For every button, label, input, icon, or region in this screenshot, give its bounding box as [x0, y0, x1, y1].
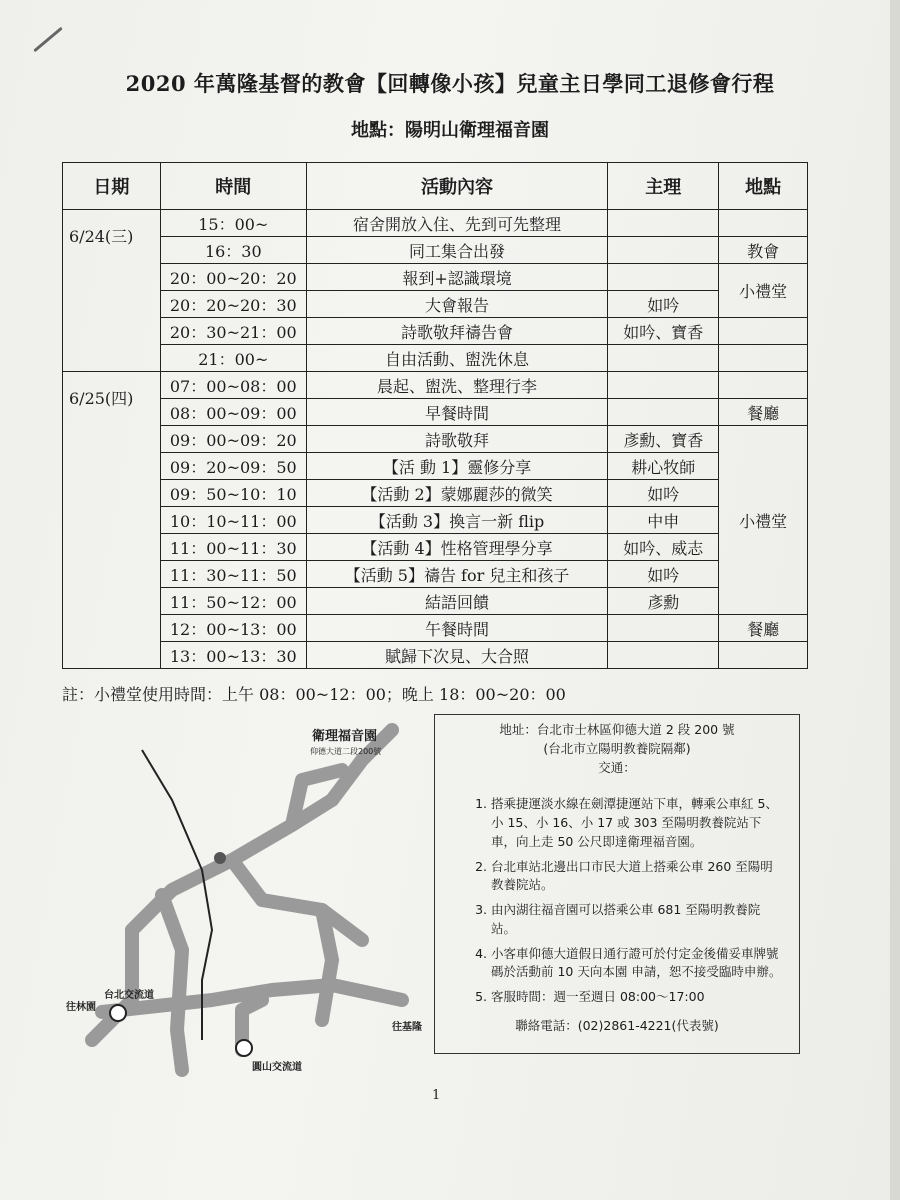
phone-line: 聯絡電話：(02)2861-4221(代表號): [515, 1017, 719, 1033]
time-cell: 11：50~12：00: [160, 588, 306, 615]
time-cell: 11：00~11：30: [160, 534, 306, 561]
time-cell: 21：00~: [160, 345, 306, 372]
map-address: 仰德大道二段200號: [310, 747, 382, 756]
table-row: [63, 453, 808, 480]
transport-list: [471, 795, 785, 1007]
lead-cell: 如吟: [608, 291, 719, 318]
location-cell: [719, 210, 808, 237]
route-map: [62, 710, 432, 1080]
table-row: [63, 399, 808, 426]
map-label-taipei-interchange: 台北交流道: [104, 990, 154, 1001]
activity-cell: 賦歸下次見、大合照: [306, 642, 608, 669]
table-row: [63, 480, 808, 507]
time-cell: 20：30~21：00: [160, 318, 306, 345]
station-marker: [214, 852, 226, 864]
activity-cell: 報到+認識環境: [306, 264, 608, 291]
lead-cell: [608, 264, 719, 291]
document-title: 2020 年萬隆基督的教會【回轉像小孩】兒童主日學同工退修會行程: [125, 71, 775, 96]
header-lead: 主理: [608, 163, 719, 210]
table-row: [63, 372, 808, 399]
table-row: [63, 588, 808, 615]
lead-cell: 如吟: [608, 561, 719, 588]
lead-cell: [608, 642, 719, 669]
activity-cell: 晨起、盥洗、整理行李: [306, 372, 608, 399]
page-number: 1: [432, 1088, 441, 1103]
time-cell: 10：10~11：00: [160, 507, 306, 534]
date-cell-day1: 6/24(三): [63, 210, 161, 372]
table-row: [63, 237, 808, 264]
activity-cell: 【活動 4】性格管理學分享: [306, 534, 608, 561]
activity-cell: 【活動 5】禱告 for 兒主和孩子: [306, 561, 608, 588]
table-row: [63, 534, 808, 561]
transport-heading: 交通：: [598, 759, 636, 775]
location-cell: [719, 372, 808, 399]
time-cell: 15：00~: [160, 210, 306, 237]
list-item: 2. 台北車站北邊出口市民大道上搭乘公車 260 至陽明教養院站。: [491, 858, 785, 896]
map-label-linkou: 往林園: [66, 1002, 96, 1013]
list-item: 4. 小客車仰德大道假日通行證可於付定金後備妥車牌號碼於活動前 10 天向本園 申請，恕不接受臨時申辦。: [491, 945, 785, 983]
time-cell: 07：00~08：00: [160, 372, 306, 399]
table-row: [63, 507, 808, 534]
lead-cell: 彥勳: [608, 588, 719, 615]
location-cell: [719, 345, 808, 372]
activity-cell: 【活 動 1】靈修分享: [306, 453, 608, 480]
schedule-table: [62, 162, 808, 669]
map-label-yuanshan-interchange: 圓山交流道: [252, 1062, 302, 1073]
table-row: [63, 426, 808, 453]
activity-cell: 自由活動、盥洗休息: [306, 345, 608, 372]
time-cell: 11：30~11：50: [160, 561, 306, 588]
lead-cell: 如吟、威志: [608, 534, 719, 561]
time-cell: 20：20~20：30: [160, 291, 306, 318]
location-cell: 教會: [719, 237, 808, 264]
activity-cell: 詩歌敬拜禱告會: [306, 318, 608, 345]
activity-cell: 大會報告: [306, 291, 608, 318]
address-note: (台北市立陽明教養院隔鄰): [543, 740, 691, 756]
table-row: [63, 210, 808, 237]
activity-cell: 早餐時間: [306, 399, 608, 426]
table-row: [63, 561, 808, 588]
lead-cell: 如吟、寶香: [608, 318, 719, 345]
time-cell: 09：50~10：10: [160, 480, 306, 507]
activity-cell: 【活動 3】換言一新 flip: [306, 507, 608, 534]
header-activity: 活動內容: [306, 163, 608, 210]
location-cell: 小禮堂: [719, 264, 808, 318]
lead-cell: [608, 372, 719, 399]
location-cell: [719, 642, 808, 669]
time-cell: 09：20~09：50: [160, 453, 306, 480]
time-cell: 13：00~13：30: [160, 642, 306, 669]
table-row: [63, 615, 808, 642]
lead-cell: [608, 345, 719, 372]
list-item: 3. 由內湖往福音園可以搭乘公車 681 至陽明教養院站。: [491, 901, 785, 939]
table-row: [63, 642, 808, 669]
activity-cell: 【活動 2】蒙娜麗莎的微笑: [306, 480, 608, 507]
map-title: 衛理福音園: [312, 729, 378, 744]
location-cell: [719, 318, 808, 345]
header-date: 日期: [63, 163, 161, 210]
location-cell: 小禮堂: [719, 426, 808, 615]
header-time: 時間: [160, 163, 306, 210]
table-row: [63, 291, 808, 318]
usage-note: 註：小禮堂使用時間：上午 08：00~12：00；晚上 18：00~20：00: [62, 685, 566, 704]
time-cell: 20：00~20：20: [160, 264, 306, 291]
lead-cell: 彥勳、寶香: [608, 426, 719, 453]
activity-cell: 同工集合出發: [306, 237, 608, 264]
document-subtitle: 地點：陽明山衛理福音園: [351, 120, 549, 141]
transport-info-box: [434, 714, 800, 1054]
activity-cell: 詩歌敬拜: [306, 426, 608, 453]
time-cell: 16：30: [160, 237, 306, 264]
activity-cell: 宿舍開放入住、先到可先整理: [306, 210, 608, 237]
table-row: [63, 264, 808, 291]
date-cell-day2: 6/25(四): [63, 372, 161, 669]
time-cell: 08：00~09：00: [160, 399, 306, 426]
table-row: [63, 345, 808, 372]
table-header-row: [63, 163, 808, 210]
yuanshan-interchange-marker: [236, 1040, 252, 1056]
lead-cell: [608, 615, 719, 642]
list-item: 5. 客服時間：週一至週日 08:00～17:00: [491, 988, 785, 1007]
lead-cell: 中申: [608, 507, 719, 534]
location-cell: 餐廳: [719, 399, 808, 426]
location-cell: 餐廳: [719, 615, 808, 642]
address-line: 地址：台北市士林區仰德大道 2 段 200 號: [499, 722, 735, 737]
activity-cell: 結語回饋: [306, 588, 608, 615]
map-roads: [92, 730, 402, 1070]
time-cell: 12：00~13：00: [160, 615, 306, 642]
map-label-keelung: 往基隆: [392, 1022, 422, 1033]
header-location: 地點: [719, 163, 808, 210]
time-cell: 09：00~09：20: [160, 426, 306, 453]
activity-cell: 午餐時間: [306, 615, 608, 642]
lead-cell: [608, 399, 719, 426]
lead-cell: 如吟: [608, 480, 719, 507]
taipei-interchange-marker: [110, 1005, 126, 1021]
lead-cell: [608, 210, 719, 237]
list-item: 1. 搭乘捷運淡水線在劍潭捷運站下車，轉乘公車紅 5、小 15、小 16、小 17 或 303 至陽明教養院站下車，向上走 50 公尺即達衛理福音園。: [491, 795, 785, 851]
lead-cell: [608, 237, 719, 264]
lead-cell: 耕心牧師: [608, 453, 719, 480]
table-row: [63, 318, 808, 345]
